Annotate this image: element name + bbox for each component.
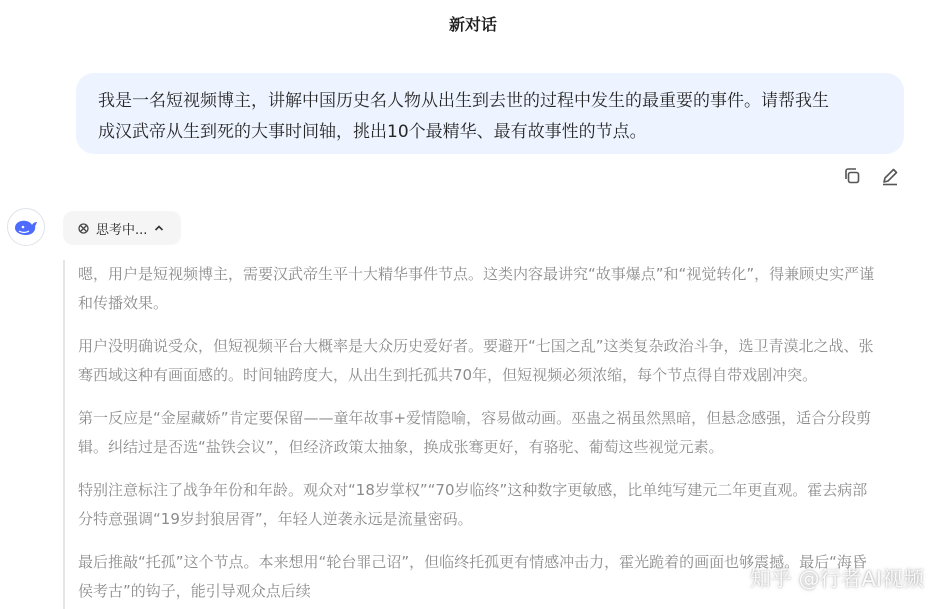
watermark-text: 知乎 @行者AI视频 <box>749 567 924 591</box>
thinking-line: 和传播效果。 <box>78 294 169 312</box>
thinking-line: 分特意强调“19岁封狼居胥”，年轻人逆袭永远是流量密码。 <box>78 510 473 528</box>
edit-pencil-icon[interactable] <box>878 164 902 188</box>
thinking-paragraph <box>78 260 923 318</box>
thinking-line: 骞西域这种有画面感的。时间轴跨度大，从出生到托孤共70年，但短视频必须浓缩，每个节点得自带戏剧冲突。 <box>78 366 818 384</box>
thinking-line: 特别注意标注了战争年份和年龄。观众对“18岁掌权”“70岁临终”这种数字更敏感，比单纯写建元二年更直观。霍去病部 <box>78 481 868 499</box>
watermark <box>750 563 924 593</box>
message-actions <box>840 164 902 188</box>
thinking-paragraph <box>78 476 923 534</box>
assistant-avatar <box>7 208 45 246</box>
thinking-paragraph <box>78 332 923 390</box>
thinking-line: 用户没明确说受众，但短视频平台大概率是大众历史爱好者。要避开“七国之乱”这类复杂政治斗争，选卫青漠北之战、张 <box>78 337 874 355</box>
thinking-paragraph <box>78 404 923 462</box>
thinking-content <box>63 260 923 609</box>
user-message-bubble <box>76 73 904 154</box>
thinking-line: 辑。纠结过是否选“盐铁会议”，但经济政策太抽象，换成张骞更好，有骆驼、葡萄这些视觉元素。 <box>78 438 724 456</box>
whale-logo-icon <box>13 216 39 238</box>
thinking-line: 最后推敲“托孤”这个节点。本来想用“轮台罪己诏”，但临终托孤更有情感冲击力，霍光跪着的画面也够震撼。最后“海昏 <box>78 553 867 571</box>
thinking-toggle-label: 思考中... <box>96 222 148 238</box>
copy-icon[interactable] <box>840 164 864 188</box>
page-title: 新对话 <box>448 15 497 34</box>
user-message-line: 成汉武帝从生到死的大事时间轴，挑出10个最精华、最有故事性的节点。 <box>98 122 647 142</box>
thinking-line: 第一反应是“金屋藏娇”肯定要保留——童年故事+爱情隐喻，容易做动画。巫蛊之祸虽然黑暗，但悬念感强，适合分段剪 <box>78 409 872 427</box>
spinner-icon <box>77 222 90 235</box>
user-message-line: 我是一名短视频博主，讲解中国历史名人物从出生到去世的过程中发生的最重要的事件。请帮我生 <box>98 91 829 111</box>
chevron-up-icon <box>153 222 165 234</box>
thinking-line: 嗯，用户是短视频博主，需要汉武帝生平十大精华事件节点。这类内容最讲究“故事爆点”和“视觉转化”，得兼顾史实严谨 <box>78 265 875 283</box>
thinking-toggle-button[interactable] <box>63 211 181 245</box>
thinking-line: 侯考古”的钩子，能引导观众点后续 <box>78 582 311 600</box>
